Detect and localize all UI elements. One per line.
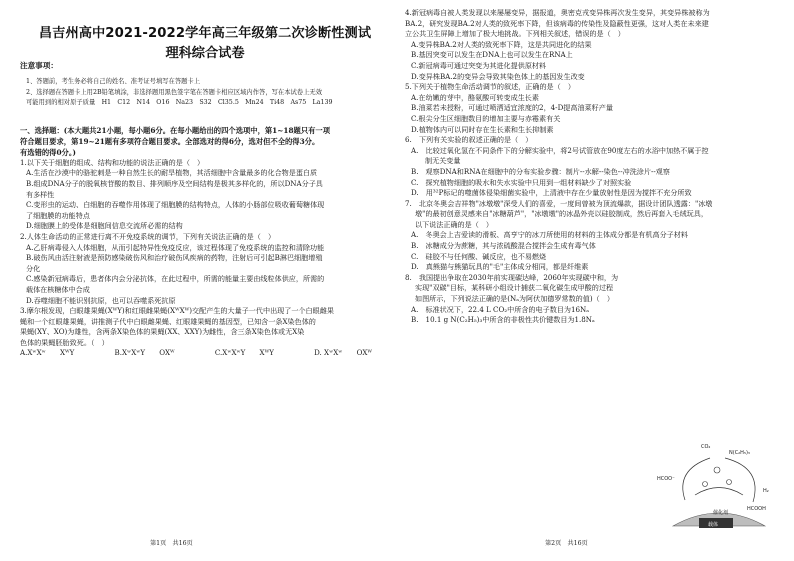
question-stem: 5.下列关于植物生命活动调节的叙述，正确的是（ ）	[405, 82, 575, 92]
option-a: A.生活在沙漠中的骆驼刺是一种自然生长的耐旱植物，其活细胞中含量最多的化合物是蛋白质	[26, 168, 318, 178]
question-stem: 8. 我国提出争取在2030年前实现碳达峰，2060年实现碳中和，为	[405, 272, 619, 282]
label-catalyst: 催化剂	[713, 510, 729, 516]
option-a: A.XʷXʷ XᵂY	[20, 348, 75, 358]
option-b: B. 观察DNA和RNA在细胞中的分布实验步骤：制片--水解--染色--冲洗涂片--观察	[411, 166, 670, 176]
option-a: A.在幼嫩的芽中，酪氨酸可转变成生长素	[411, 92, 539, 102]
option-c: C. 探究植物细胞的吸水和失水实验中只用到一组材料缺少了对照实验	[411, 177, 632, 187]
label-triethylamine: N(C₂H₅)₃	[729, 450, 750, 456]
question-stem: 7. 北京冬奥会吉祥物"冰墩墩"深受人们的喜爱，一度间曾被为顶流爆款，据设计团队透露："冰墩	[405, 198, 713, 208]
cycle-arrow-inner	[695, 488, 743, 496]
question-stem-cont: 实现"双碳"目标，某科研小组设计捕获二氧化碳生成甲酸的过程	[415, 283, 614, 293]
option-d: D. 用³²P标记的噬菌体侵染细菌实验中，上清液中存在少量放射性是因为搅拌不充分所致	[411, 188, 692, 198]
section-heading	[20, 125, 386, 158]
exam-title: 昌吉州高中2021-2022学年高三年级第二次诊断性测试	[38, 26, 372, 41]
option-c: C. 硅胶不与任何酸、碱反应，也不易燃烧	[411, 251, 547, 261]
option-a: A.乙肝病毒侵入人体细胞，从而引起特异性免疫反应，该过程体现了免疫系统的监控和清除功能	[26, 242, 325, 252]
molecule-node	[703, 482, 708, 487]
option-d: D. XʷXʷ OXᵂ	[314, 348, 372, 358]
question-stem-cont: 果蝇(XY、XO)为雄性，含两条X染色体的果蝇(XX、XXY)为雌性，含三条X染色体或无X染	[20, 327, 305, 337]
option-d: D.植物体内可以同时存在生长素和生长抑制素	[411, 124, 554, 134]
question-stem-cont: 立公共卫生屏障上增加了极大地挑战。下列相关叙述，错误的是（ ）	[405, 29, 625, 39]
question-stem-cont: 色体的果蝇胚胎致死。（ ）	[20, 337, 109, 347]
question-stem: 4.新冠病毒自被人类发现以来屡屡变异，据报道，奥密克戎变异株再次发生变异，其变异株被称为	[405, 8, 710, 17]
option-a: A. 标准状况下，22.4 L CO₂中所含的电子数目为16Nₐ	[411, 304, 589, 314]
options-row	[20, 348, 386, 359]
question-stem-cont: BA.2，研究发现BA.2对人类的致死率下降，但该病毒的传染性及隐蔽性更强，这对人类在未来建	[405, 18, 709, 28]
section-heading-line: 有选错的得0分。)	[20, 147, 76, 157]
option-b-cont: 有多样性	[26, 189, 55, 199]
option-b: B.XʷXʷY OXᵂ	[114, 348, 175, 358]
question-5	[405, 82, 786, 135]
note-item: 可能用到的相对原子质量 H1 C12 N14 O16 Na23 S32 Cl35.5 Mn24 Ti48 As75 La139	[26, 99, 333, 107]
option-b: B.破伤风由活注射液是预防感染破伤风和治疗破伤风疾病的药物，注射后可引起B淋巴细胞增殖	[26, 253, 323, 263]
option-b: B.油菜若未授粉，可通过喷洒适宜浓度的2，4-D提高油菜籽产量	[411, 103, 613, 113]
option-c-cont: 了细胞膜的功能特点	[26, 210, 90, 220]
option-d: D. 真熊猫与熊猫玩具的"毛"主体成分相同，都是纤维素	[411, 262, 589, 272]
question-stem-cont: 蝇和一个红眼雄果蝇，讲推测子代中白眼雌果蝇、红眼雄果蝇的基因型，已知含一条X染色体的	[20, 316, 316, 326]
label-h2: H₂	[763, 488, 769, 494]
molecule-node	[727, 480, 732, 485]
molecule-node	[714, 467, 720, 473]
question-2	[20, 232, 386, 306]
question-stem: 1.以下关于细胞的组成、结构和功能的说法正确的是（ ）	[20, 157, 205, 167]
cycle-arrow-right	[725, 458, 755, 502]
question-stem-cont: 以下说法正确的是（ ）	[415, 219, 494, 229]
option-a: A. 比较过氧化氢在不同条件下的分解实验中，将2号试管放在90度左右的水浴中加热不属于控	[411, 145, 709, 155]
option-c: C.新冠病毒可通过突变为其进化提供原材料	[411, 60, 547, 70]
question-3	[20, 306, 386, 359]
label-formic-acid: HCOOH	[747, 506, 766, 512]
option-b-cont: 分化	[26, 263, 41, 273]
option-c: C.根尖分生区细胞数目的增加主要与赤霉素有关	[411, 113, 561, 123]
option-c-cont: 载体在核糖体中合成	[26, 284, 90, 294]
option-b: B. 冰糖成分为蔗糖，其与浓硫酸混合搅拌会生成有毒气体	[411, 241, 596, 251]
right-page	[397, 0, 794, 561]
question-1	[20, 158, 386, 232]
option-c: C.感染新冠病毒后，患者体内会分泌抗体，在此过程中，所需的能量主要由线粒体供应，所需的	[26, 274, 325, 284]
label-formate: HCOO⁻	[657, 476, 675, 482]
option-d: D.细胞膜上的受体是细胞间信息交流所必需的结构	[26, 221, 183, 231]
option-a-cont: 制无关变量	[425, 156, 461, 166]
label-carrier: 载体	[708, 522, 719, 528]
question-8	[405, 273, 786, 326]
notes-block	[20, 60, 386, 109]
question-stem: 6. 下列有关实验的叙述正确的是（ ）	[405, 135, 533, 145]
question-4	[405, 8, 786, 82]
exam-subtitle: 理科综合试卷	[165, 46, 245, 61]
section-heading-line: 一、选择题：(本大题共21小题，每小题6分。在每小题给出的四个选项中，第1~18题只有一项	[20, 125, 331, 135]
question-stem: 2.人体生命活动的正常进行离不开免疫系统的调节，下列有关说法正确的是（ ）	[20, 231, 276, 241]
note-item: 1、答题前，考生务必将自己的姓名、准考证号填写在答题卡上	[26, 78, 201, 85]
option-d: D.变异株BA.2的变异会导致其染色体上的基因发生改变	[411, 71, 585, 81]
option-c: C.变形虫的运动、白细胞的吞噬作用体现了细胞膜的结构特点，人体的小肠部位吸收葡萄糖体现	[26, 200, 325, 210]
notes-heading: 注意事项：	[20, 61, 58, 70]
co2-capture-diagram-svg	[655, 440, 783, 536]
option-d: D.吞噬细胞不能识别抗原，也可以吞噬系死抗原	[26, 295, 176, 305]
question-stem-cont: 如图所示，下列说法正确的是(Nₐ为阿伏加德罗常数的值)（ ）	[415, 294, 614, 304]
co2-capture-diagram	[655, 440, 783, 536]
question-7	[405, 199, 786, 273]
note-item: 2、选择题在答题卡上用2B铅笔填涂，非选择题用黑色签字笔在答题卡相应区域内作答，写在本试卷上无效	[26, 88, 322, 96]
option-b: B.基因突变可以发生在DNA上也可以发生在RNA上	[411, 50, 573, 60]
page-footer: 第1页 共16页	[150, 540, 193, 547]
question-6	[405, 135, 786, 199]
option-a: A. 冬奥会上吉爱读的滑板、高亨宁的冰刀所使用的材料的主体成分都是有机高分子材料	[411, 230, 688, 240]
option-c: C.XʷXʷY XᵂY	[214, 348, 274, 358]
cycle-arrow-left	[683, 458, 710, 500]
left-column	[20, 60, 386, 359]
section-heading-line: 符合题目要求，第19~21题有多项符合题目要求。全部选对的得6分，选对但不全的得3分。	[20, 136, 320, 146]
option-b: B. 10.1 g N(C₂H₅)₃中所含的非极性共价键数目为1.8Nₐ	[411, 315, 595, 325]
option-b: B.组成DNA分子的脱氧核苷酸的数目、排列顺序及空间结构是极其多样化的，所以DNA分子具	[26, 178, 323, 188]
right-column	[405, 8, 786, 326]
question-stem-cont: 墩"的最初创意灵感来自"冰糖葫芦"，"冰墩墩"的冰晶外壳以硅胶制成，然后再套入毛绒玩具，	[415, 209, 708, 219]
option-a: A.变异株BA.2对人类的致死率下降，这是共同进化的结果	[411, 39, 592, 49]
question-stem: 3.摩尔根发现，白眼雄果蝇(XᵂY)和红眼雌果蝇(XᵂXᵂ)交配产生的大量子一代中出现了一个白眼雌果	[20, 306, 334, 316]
page-footer: 第2页 共16页	[545, 540, 588, 547]
label-co2: CO₂	[701, 444, 711, 450]
